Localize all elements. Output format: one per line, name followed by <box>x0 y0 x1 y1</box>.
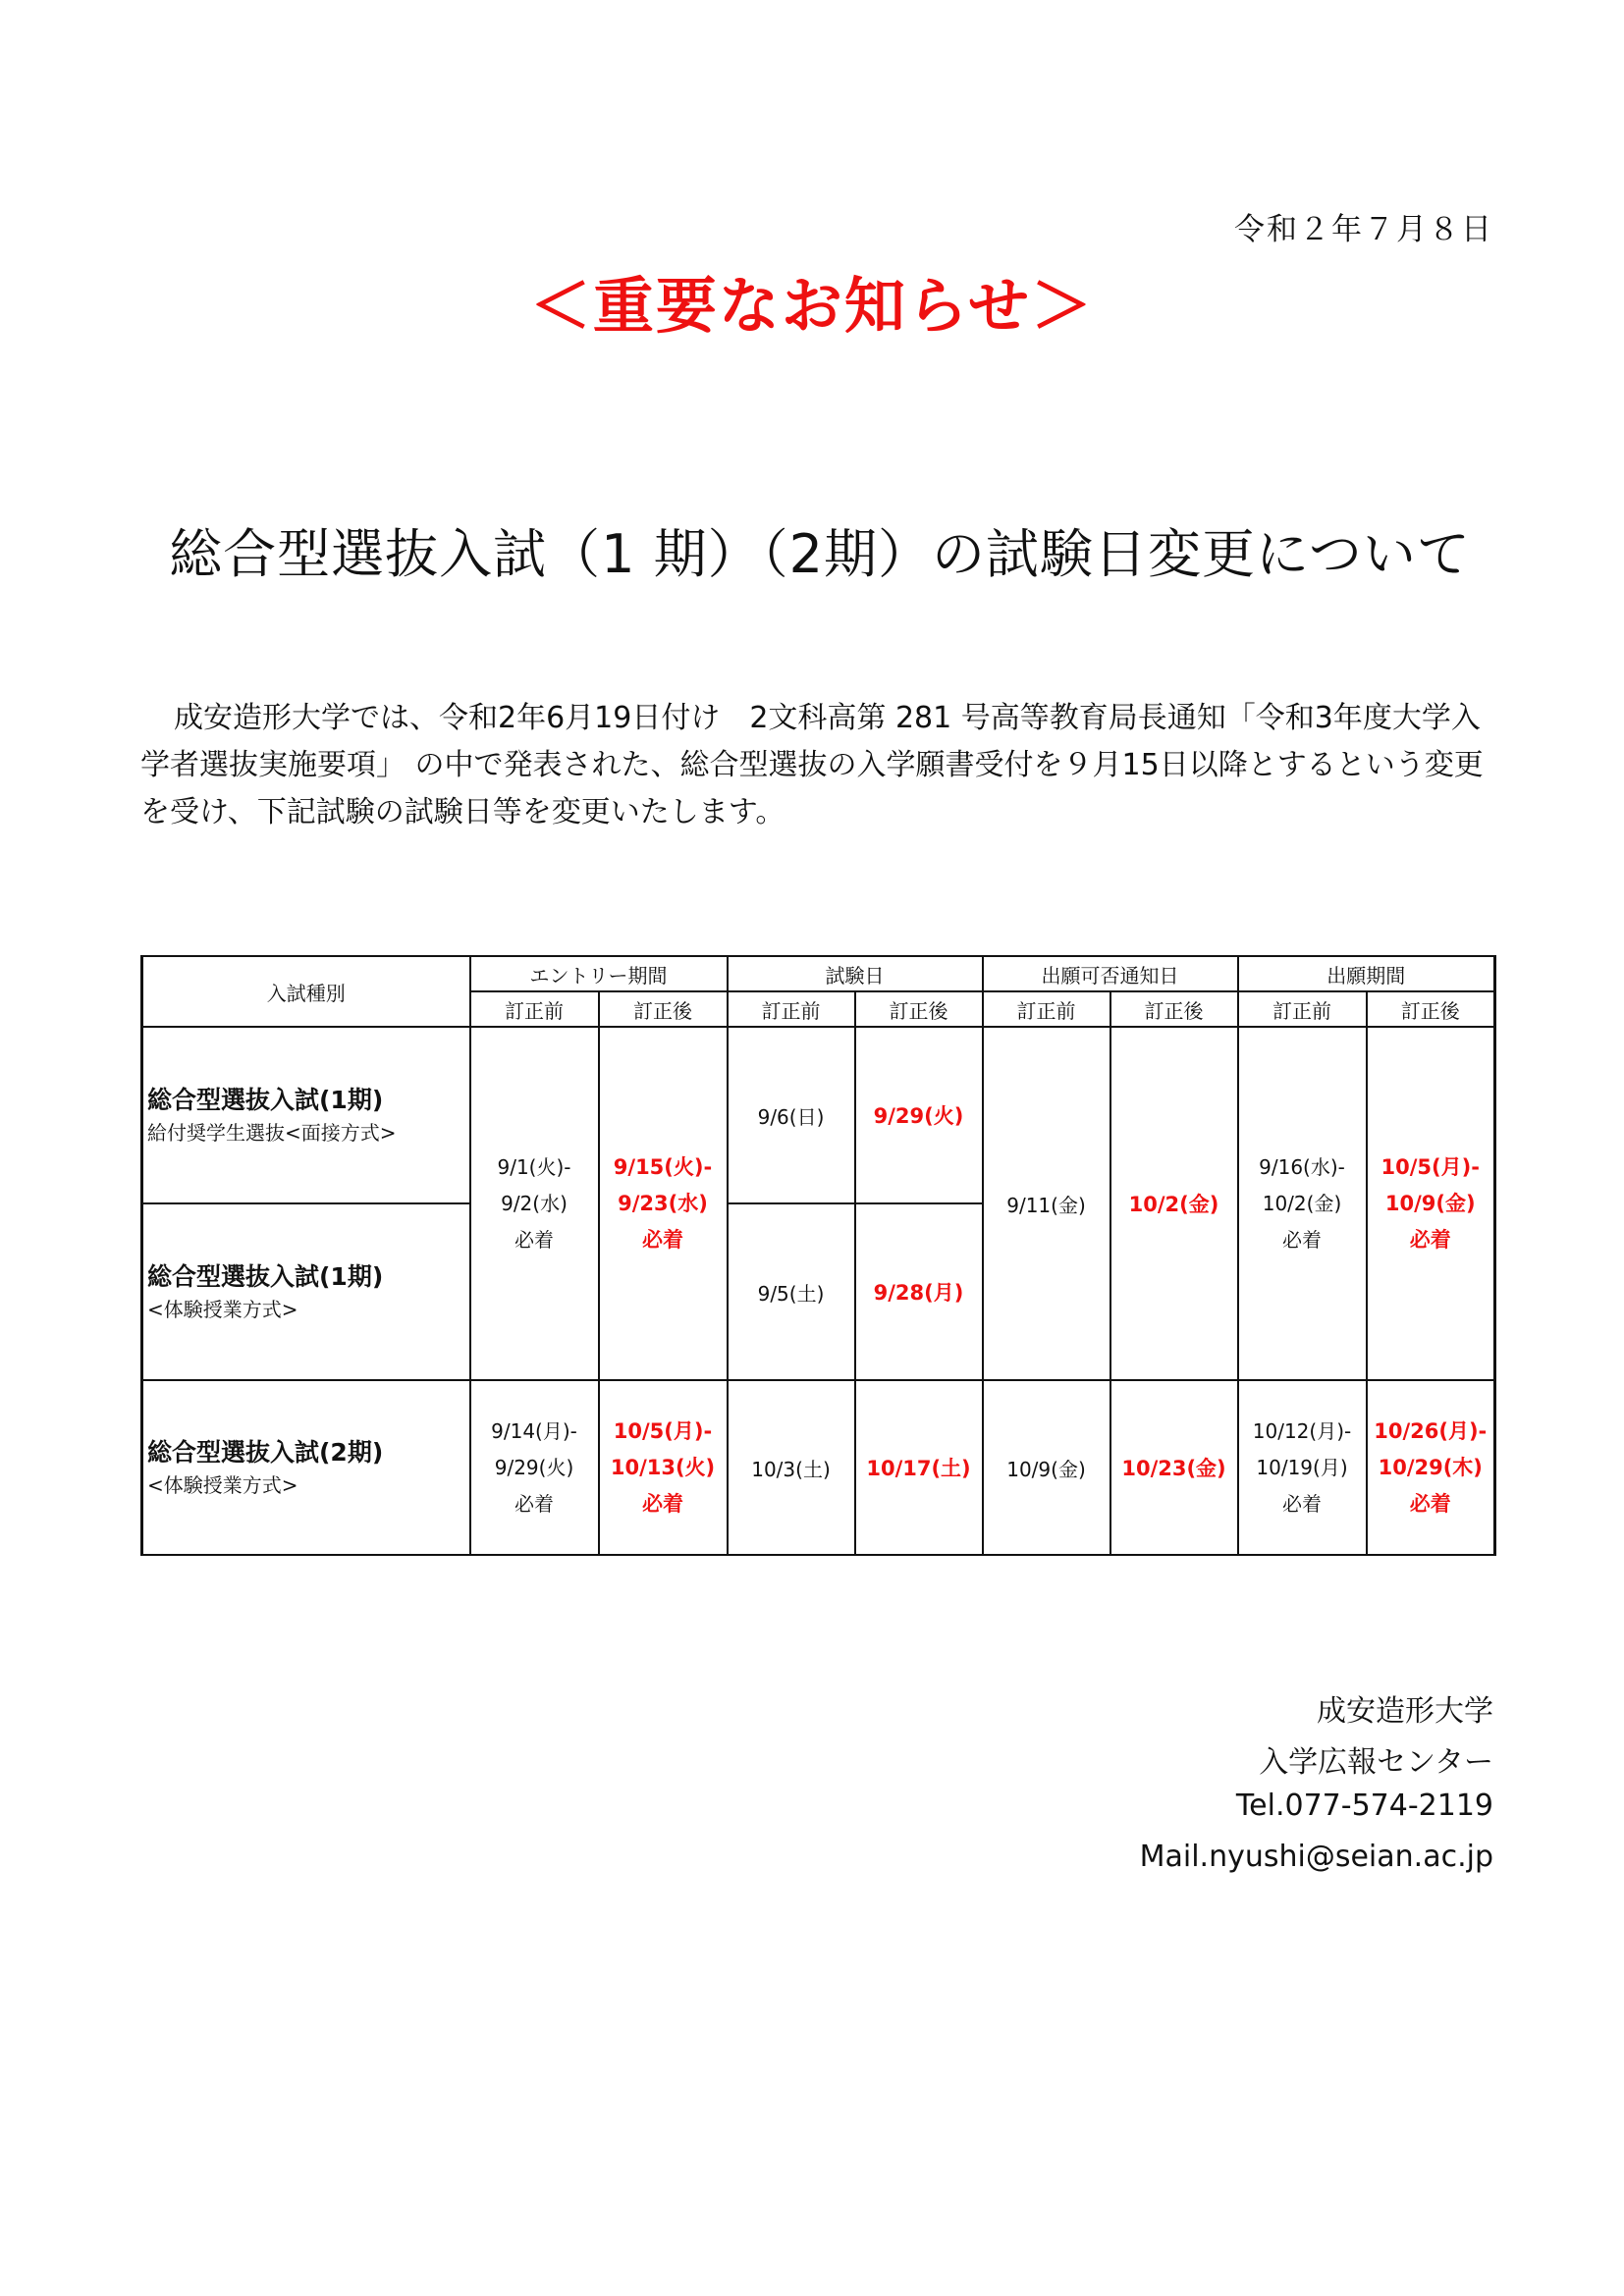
exam-after-cell: 9/29(火) <box>855 1027 983 1203</box>
exam-type-cell <box>142 1380 470 1555</box>
date-line: 9/23(水) <box>618 1191 708 1215</box>
footer-department: 入学広報センター <box>1259 1745 1493 1780</box>
header-application-period: 出願期間 <box>1238 956 1495 991</box>
header-notification-date: 出願可否通知日 <box>983 956 1238 991</box>
subheader-before: 訂正前 <box>1238 991 1367 1027</box>
date-line: 9/2(水) <box>501 1191 568 1215</box>
date-line: 10/5(月)- <box>613 1418 713 1443</box>
exam-type-subtitle: <体験授業方式> <box>147 1298 298 1321</box>
exam-type-name: 総合型選抜入試(1期) <box>147 1086 384 1114</box>
entry-after-cell <box>599 1380 728 1555</box>
deadline-note: 必着 <box>1409 1227 1451 1252</box>
entry-before-cell <box>470 1380 599 1555</box>
notify-after-cell: 10/23(金) <box>1110 1380 1238 1555</box>
date-line: 10/5(月)- <box>1380 1154 1480 1179</box>
date-line: 10/19(月) <box>1256 1455 1348 1479</box>
apply-after-cell <box>1367 1027 1495 1380</box>
document-title: 総合型選抜入試（1 期）（2期）の試験日変更について <box>169 523 1471 585</box>
footer-organization: 成安造形大学 <box>1317 1694 1493 1729</box>
exam-type-cell <box>142 1203 470 1380</box>
apply-after-cell <box>1367 1380 1495 1555</box>
notify-before-cell: 10/9(金) <box>983 1380 1110 1555</box>
subheader-before: 訂正前 <box>470 991 599 1027</box>
exam-before-cell: 9/6(日) <box>728 1027 855 1203</box>
deadline-note: 必着 <box>1282 1227 1322 1252</box>
deadline-note: 必着 <box>642 1491 683 1516</box>
date-line: 10/9(金) <box>1384 1191 1476 1215</box>
header-entry-period: エントリー期間 <box>470 956 728 991</box>
notify-after-cell: 10/2(金) <box>1110 1027 1238 1380</box>
date-line: 10/2(金) <box>1262 1191 1342 1215</box>
subheader-after: 訂正後 <box>1110 991 1238 1027</box>
date-line: 10/13(火) <box>610 1455 716 1479</box>
header-exam-date: 試験日 <box>728 956 983 991</box>
exam-type-subtitle: <体験授業方式> <box>147 1473 298 1497</box>
deadline-note: 必着 <box>1409 1491 1451 1516</box>
subheader-before: 訂正前 <box>983 991 1110 1027</box>
date-line: 10/29(木) <box>1378 1455 1483 1479</box>
document-date: 令和２年７月８日 <box>1234 212 1493 247</box>
exam-type-subtitle: 給付奨学生選抜<面接方式> <box>147 1121 397 1145</box>
date-line: 9/29(火) <box>494 1455 574 1479</box>
notice-heading: ＜重要なお知らせ＞ <box>529 270 1095 342</box>
deadline-note: 必着 <box>1282 1491 1322 1516</box>
footer-phone: Tel.077-574-2119 <box>1235 1789 1493 1823</box>
exam-after-cell: 9/28(月) <box>855 1203 983 1380</box>
subheader-after: 訂正後 <box>599 991 728 1027</box>
date-line: 9/1(火)- <box>497 1154 571 1179</box>
subheader-after: 訂正後 <box>1367 991 1495 1027</box>
body-paragraph: 成安造形大学では、令和2年6月19日付け 2文科高第 281 号高等教育局長通知「令和3年度大学入学者選抜実施要項」 の中で発表された、総合型選抜の入学願書受付を９月15日以降とするという変更を受け、下記試験の試験日等を変更いたします。 <box>140 701 1484 829</box>
notify-before-cell: 9/11(金) <box>983 1027 1110 1380</box>
apply-before-cell <box>1238 1027 1367 1380</box>
footer-email: Mail.nyushi@seian.ac.jp <box>1139 1840 1493 1874</box>
subheader-after: 訂正後 <box>855 991 983 1027</box>
deadline-note: 必着 <box>514 1227 554 1252</box>
subheader-before: 訂正前 <box>728 991 855 1027</box>
exam-type-cell <box>142 1027 470 1203</box>
date-line: 10/12(月)- <box>1252 1418 1352 1443</box>
entry-after-cell <box>599 1027 728 1380</box>
date-line: 9/14(月)- <box>491 1418 577 1443</box>
exam-before-cell: 10/3(土) <box>728 1380 855 1555</box>
date-line: 10/26(月)- <box>1374 1418 1488 1443</box>
date-line: 9/16(水)- <box>1259 1154 1345 1179</box>
deadline-note: 必着 <box>642 1227 683 1252</box>
apply-before-cell <box>1238 1380 1367 1555</box>
exam-type-name: 総合型選抜入試(2期) <box>147 1438 384 1467</box>
schedule-table <box>140 955 1496 1556</box>
exam-after-cell: 10/17(土) <box>855 1380 983 1555</box>
date-line: 9/15(火)- <box>613 1154 713 1179</box>
header-exam-type: 入試種別 <box>142 956 470 1027</box>
entry-before-cell <box>470 1027 599 1380</box>
deadline-note: 必着 <box>514 1491 554 1516</box>
exam-type-name: 総合型選抜入試(1期) <box>147 1262 384 1291</box>
exam-before-cell: 9/5(土) <box>728 1203 855 1380</box>
